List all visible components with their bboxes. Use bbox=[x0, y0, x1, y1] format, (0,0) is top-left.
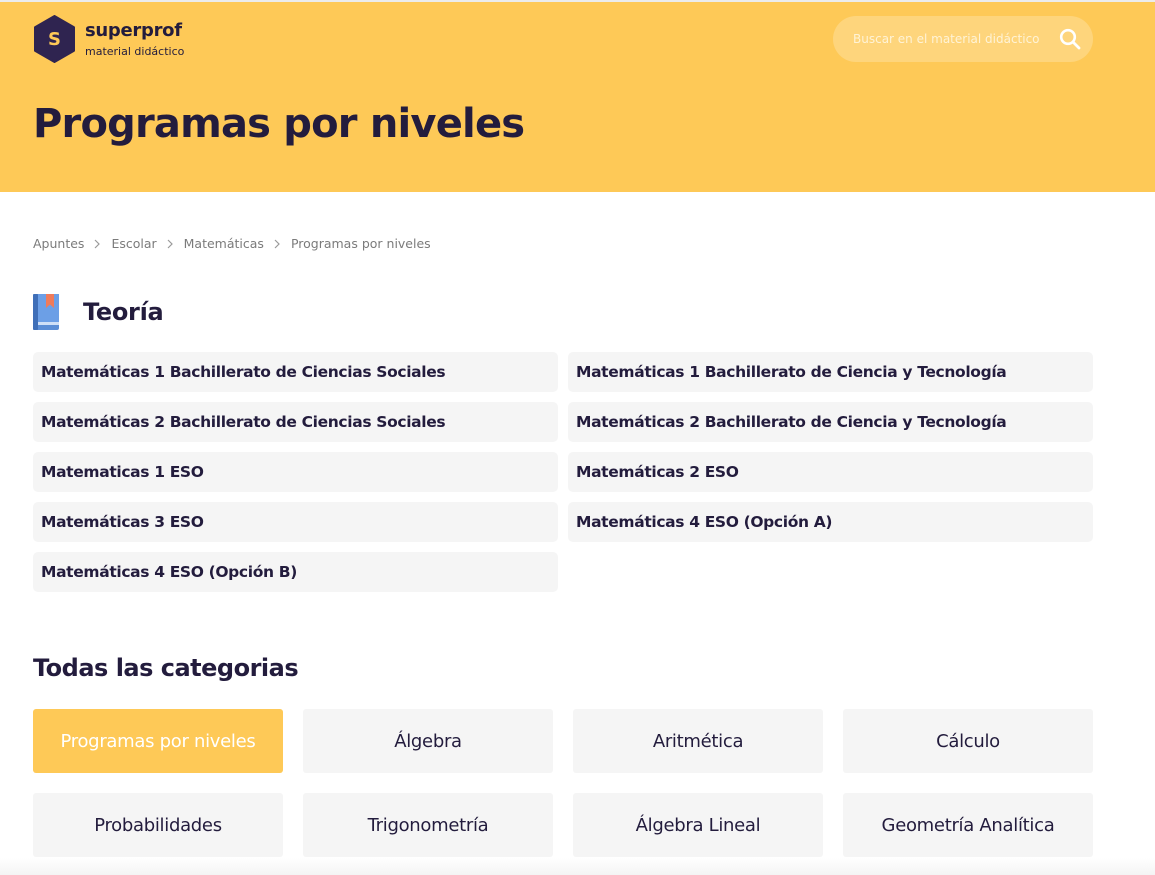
theory-link[interactable]: Matemáticas 2 ESO bbox=[568, 452, 1093, 492]
theory-link[interactable]: Matemáticas 4 ESO (Opción B) bbox=[33, 552, 558, 592]
theory-link[interactable]: Matemáticas 1 Bachillerato de Ciencia y Tecnología bbox=[568, 352, 1093, 392]
logo-brand: superprof bbox=[85, 19, 182, 41]
category-aritmetica[interactable]: Aritmética bbox=[573, 709, 823, 773]
logo-text bbox=[85, 19, 185, 58]
category-trigonometria[interactable]: Trigonometría bbox=[303, 793, 553, 857]
category-calculo[interactable]: Cálculo bbox=[843, 709, 1093, 773]
category-algebra[interactable]: Álgebra bbox=[303, 709, 553, 773]
categories-title: Todas las categorias bbox=[33, 654, 299, 682]
page-title: Programas por niveles bbox=[33, 101, 525, 147]
theory-section-header bbox=[33, 294, 163, 330]
category-programas-por-niveles[interactable]: Programas por niveles bbox=[33, 709, 283, 773]
theory-link[interactable]: Matemáticas 2 Bachillerato de Ciencia y Tecnología bbox=[568, 402, 1093, 442]
categories-grid bbox=[33, 709, 1093, 857]
breadcrumb-item-matematicas[interactable]: Matemáticas bbox=[183, 236, 264, 251]
theory-link[interactable]: Matemáticas 1 Bachillerato de Ciencias Sociales bbox=[33, 352, 558, 392]
book-icon bbox=[33, 294, 59, 330]
breadcrumb-item-apuntes[interactable]: Apuntes bbox=[33, 236, 85, 251]
category-algebra-lineal[interactable]: Álgebra Lineal bbox=[573, 793, 823, 857]
search-box bbox=[833, 16, 1093, 62]
theory-link[interactable]: Matemáticas 4 ESO (Opción A) bbox=[568, 502, 1093, 542]
category-geometria-analitica[interactable]: Geometría Analítica bbox=[843, 793, 1093, 857]
breadcrumb-item-escolar[interactable]: Escolar bbox=[111, 236, 157, 251]
search-icon[interactable] bbox=[1059, 28, 1081, 50]
logo-hexagon-icon bbox=[33, 15, 76, 63]
chevron-right-icon bbox=[94, 239, 100, 249]
breadcrumb bbox=[33, 236, 431, 251]
bottom-shadow bbox=[0, 858, 1155, 875]
superprof-logo[interactable] bbox=[33, 15, 184, 63]
theory-link[interactable]: Matemáticas 2 Bachillerato de Ciencias Sociales bbox=[33, 402, 558, 442]
breadcrumb-item-current: Programas por niveles bbox=[290, 236, 431, 251]
chevron-right-icon bbox=[274, 239, 280, 249]
theory-title: Teoría bbox=[83, 298, 164, 326]
logo-subtitle: material didáctico bbox=[85, 44, 185, 58]
page-header bbox=[0, 2, 1155, 192]
theory-links bbox=[33, 352, 1093, 592]
theory-link[interactable]: Matematicas 1 ESO bbox=[33, 452, 558, 492]
category-probabilidades[interactable]: Probabilidades bbox=[33, 793, 283, 857]
theory-link[interactable]: Matemáticas 3 ESO bbox=[33, 502, 558, 542]
search-input[interactable] bbox=[853, 32, 1048, 46]
chevron-right-icon bbox=[167, 239, 173, 249]
logo-letter: S bbox=[48, 28, 61, 50]
